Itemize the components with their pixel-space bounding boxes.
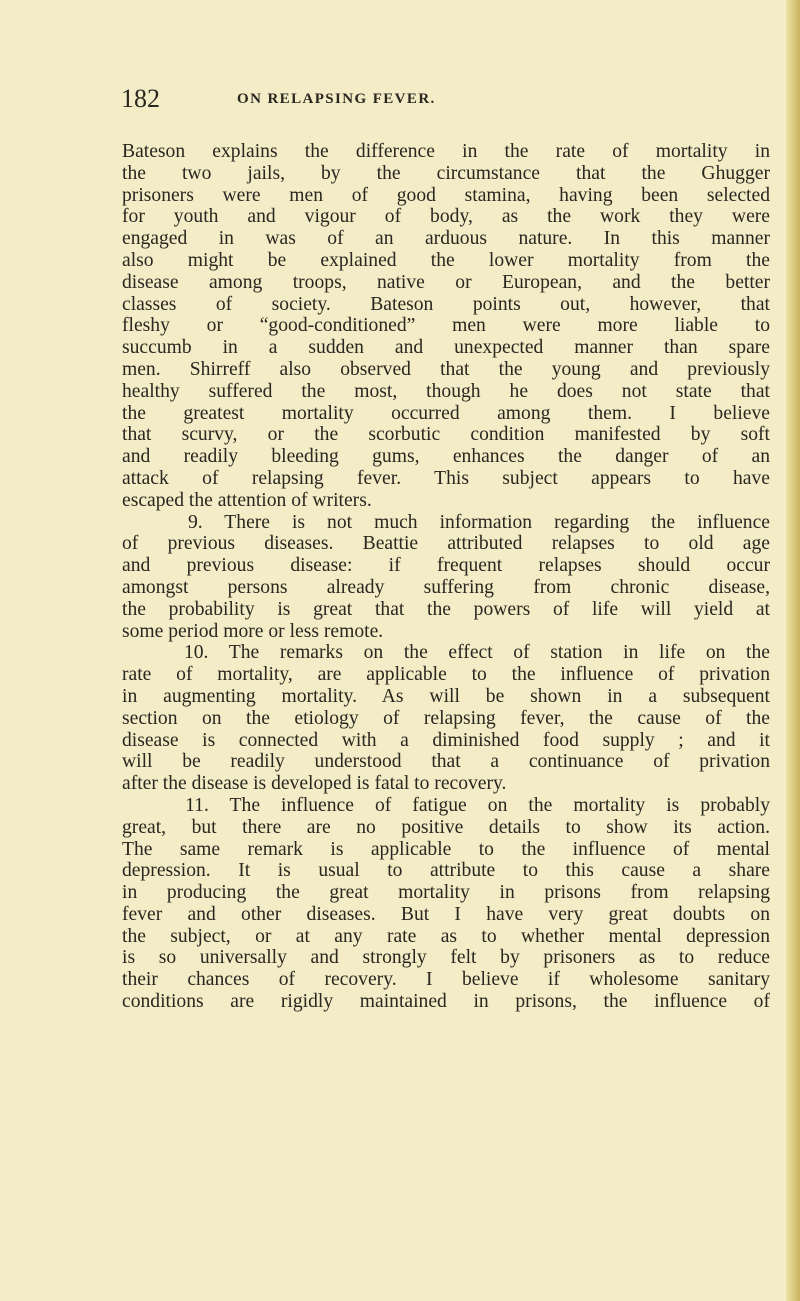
text-line: is so universally and strongly felt by prisoners as to reduce xyxy=(122,947,770,969)
text-line: fever and other diseases. But I have very great doubts on xyxy=(122,903,770,925)
text-line: amongst persons already suffering from chronic disease, xyxy=(122,576,770,598)
text-line: section on the etiology of relapsing fever, the cause of the xyxy=(122,707,770,729)
text-line: prisoners were men of good stamina, having been selected xyxy=(122,184,770,206)
text-line: that scurvy, or the scorbutic condition manifested by soft xyxy=(122,424,770,446)
text-line: healthy suffered the most, though he does not state that xyxy=(122,380,770,402)
text-line: fleshy or “good-conditioned” men were more liable to xyxy=(122,315,770,337)
text-line: the probability is great that the powers of life will yield at xyxy=(122,598,770,620)
text-line: after the disease is developed is fatal to recovery. xyxy=(122,773,507,795)
text-line: men. Shirreff also observed that the young and previously xyxy=(122,358,770,380)
body-text xyxy=(122,141,770,1013)
text-line: 11. The influence of fatigue on the mortality is probably xyxy=(122,794,770,816)
text-line: their chances of recovery. I believe if wholesome sanitary xyxy=(122,969,770,991)
text-line: 10. The remarks on the effect of station in life on the xyxy=(122,642,770,664)
text-line: and previous disease: if frequent relapses should occur xyxy=(122,555,770,577)
text-line: in producing the great mortality in prisons from relapsing xyxy=(122,882,770,904)
text-line: the greatest mortality occurred among them. I believe xyxy=(122,402,770,424)
text-line: The same remark is applicable to the influence of mental xyxy=(122,838,770,860)
text-line: 9. There is not much information regarding the influence xyxy=(122,511,770,533)
text-line: conditions are rigidly maintained in prisons, the influence of xyxy=(122,991,770,1013)
text-line: attack of relapsing fever. This subject appears to have xyxy=(122,467,770,489)
text-line: succumb in a sudden and unexpected manner than spare xyxy=(122,337,770,359)
text-line: for youth and vigour of body, as the work they were xyxy=(122,206,770,228)
page-edge xyxy=(786,0,800,1301)
text-line: disease is connected with a diminished food supply ; and it xyxy=(122,729,770,751)
text-line: escaped the attention of writers. xyxy=(122,489,372,511)
text-line: the two jails, by the circumstance that the Ghugger xyxy=(122,162,770,184)
text-line: will be readily understood that a continuance of privation xyxy=(122,751,770,773)
text-line: some period more or less remote. xyxy=(122,620,384,642)
text-line: engaged in was of an arduous nature. In this manner xyxy=(122,228,770,250)
text-line: depression. It is usual to attribute to this cause a share xyxy=(122,860,770,882)
text-line: rate of mortality, are applicable to the influence of privation xyxy=(122,664,770,686)
text-line: in augmenting mortality. As will be shown in a subsequent xyxy=(122,685,770,707)
text-line: classes of society. Bateson points out, however, that xyxy=(122,293,770,315)
text-line: and readily bleeding gums, enhances the danger of an xyxy=(122,446,770,468)
text-line: Bateson explains the difference in the rate of mortality in xyxy=(122,141,770,162)
text-line: disease among troops, native or European, and the better xyxy=(122,271,770,293)
text-line: also might be explained the lower mortality from the xyxy=(122,249,770,271)
running-title: ON RELAPSING FEVER. xyxy=(237,91,436,107)
text-line: great, but there are no positive details to show its action. xyxy=(122,816,770,838)
text-line: of previous diseases. Beattie attributed relapses to old age xyxy=(122,533,770,555)
page-number: 182 xyxy=(121,84,160,113)
text-line: the subject, or at any rate as to whether mental depression xyxy=(122,925,770,947)
